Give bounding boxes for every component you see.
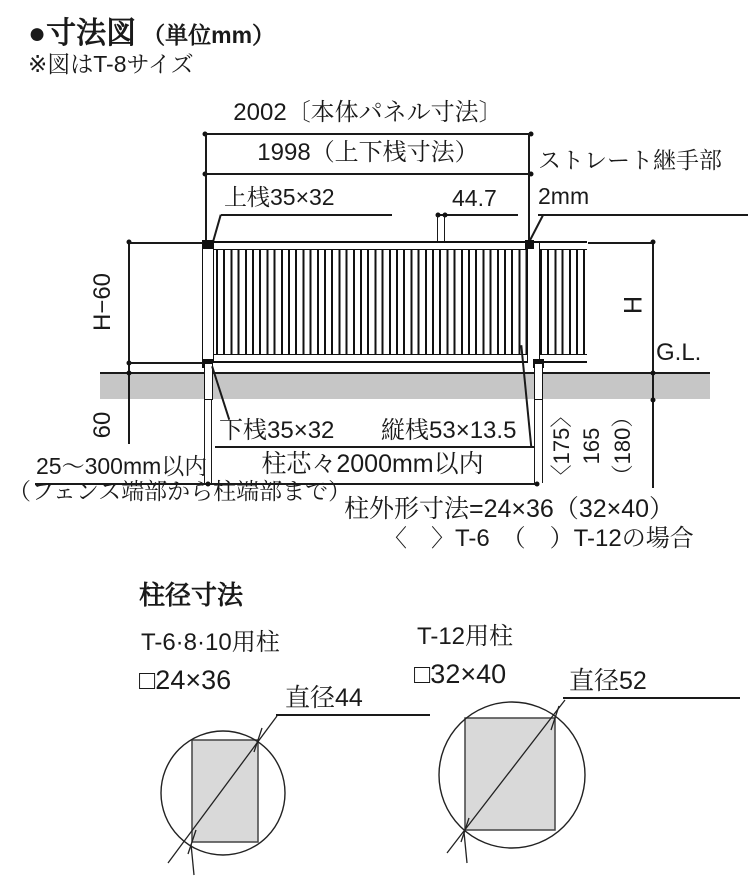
post-section-heading: 柱径寸法 bbox=[139, 580, 244, 610]
right-post-ext-a bbox=[534, 400, 535, 483]
right-ext-top bbox=[588, 242, 652, 244]
left-post bbox=[202, 243, 214, 363]
slat-pitch-label: 44.7 bbox=[452, 185, 497, 211]
dim-rail-width-label: 1998（上下桟寸法） bbox=[257, 139, 479, 166]
left-dim-line bbox=[128, 242, 130, 444]
page-title-unit: （単位mm） bbox=[142, 22, 276, 48]
dim-dot bbox=[651, 398, 656, 403]
joint-leader bbox=[529, 215, 544, 242]
post-left-size: □24×36 bbox=[139, 665, 232, 695]
dim-dot bbox=[651, 371, 656, 376]
right-post-ext-b bbox=[542, 400, 543, 483]
right-dim-line bbox=[652, 242, 654, 488]
right-post bbox=[527, 243, 540, 363]
bottom-rail-underline bbox=[215, 446, 404, 448]
joint-mark bbox=[525, 240, 534, 249]
post-left-diameter: 直径44 bbox=[285, 684, 363, 712]
right-post-embedded bbox=[534, 363, 543, 400]
post-pitch-label: 柱芯々2000mm以内 bbox=[261, 450, 484, 478]
bottom-rail-label: 下桟35×32 bbox=[219, 417, 335, 444]
end-offset-note: （フェンス端部から柱端部まで） bbox=[8, 478, 352, 504]
slat-label: 縦桟53×13.5 bbox=[381, 417, 517, 444]
dim-dot bbox=[535, 482, 540, 487]
dim-dot bbox=[127, 371, 132, 376]
embed-depth-t8: 165 bbox=[579, 427, 604, 465]
joint-label-line1: ストレート継手部 bbox=[538, 147, 722, 173]
left-post-top-bracket bbox=[202, 240, 214, 249]
slat-pitch-dim-line bbox=[437, 214, 518, 216]
page-title-text: ●寸法図 bbox=[28, 17, 137, 50]
left-post-ext-b bbox=[211, 400, 212, 483]
page-title bbox=[28, 8, 275, 52]
post-right-diameter: 直径52 bbox=[569, 667, 647, 695]
size-note: ※図はT-8サイズ bbox=[28, 51, 194, 77]
height-total-label: H bbox=[619, 295, 648, 315]
tick-mark bbox=[464, 832, 467, 863]
ground-band bbox=[100, 374, 710, 399]
post-outer-dim-cases: 〈 〉T-6 （ ）T-12の場合 bbox=[383, 525, 694, 552]
height-upper-label: H−60 bbox=[89, 272, 116, 332]
joint-underline bbox=[538, 214, 748, 216]
top-rail-label: 上桟35×32 bbox=[224, 184, 335, 210]
top-rail-leader bbox=[212, 215, 221, 243]
embed-depth-t12: （180） bbox=[610, 405, 635, 487]
post-right-size: □32×40 bbox=[414, 659, 507, 689]
end-offset-label: 25～300mm以内 bbox=[36, 453, 208, 479]
post-left-section-diagram bbox=[150, 700, 330, 877]
dim-line-panel-width bbox=[205, 133, 531, 135]
left-ext-top bbox=[129, 242, 203, 244]
embed-depth-t6: 〈175〉 bbox=[549, 405, 574, 487]
post-right-name: T-12用柱 bbox=[417, 623, 514, 650]
tick-mark bbox=[191, 844, 194, 875]
ext-line-left bbox=[205, 133, 207, 243]
slat-underline bbox=[378, 446, 534, 448]
post-outer-dim-note: 柱外形寸法=24×36（32×40） bbox=[344, 495, 675, 523]
post-right-section-diagram bbox=[425, 690, 610, 877]
joint-label-line2: 2mm bbox=[538, 183, 590, 209]
dim-line-rail-width bbox=[205, 173, 531, 175]
left-ext-bottom bbox=[129, 362, 203, 364]
ground-level-label: G.L. bbox=[656, 339, 702, 366]
dim-panel-width-label: 2002〔本体パネル寸法〕 bbox=[233, 99, 503, 126]
bottom-gap-label: 60 bbox=[89, 411, 116, 439]
ext-line-joint bbox=[528, 133, 530, 243]
post-left-name: T-6·8·10用柱 bbox=[141, 629, 280, 656]
top-rail-underline bbox=[221, 214, 392, 216]
